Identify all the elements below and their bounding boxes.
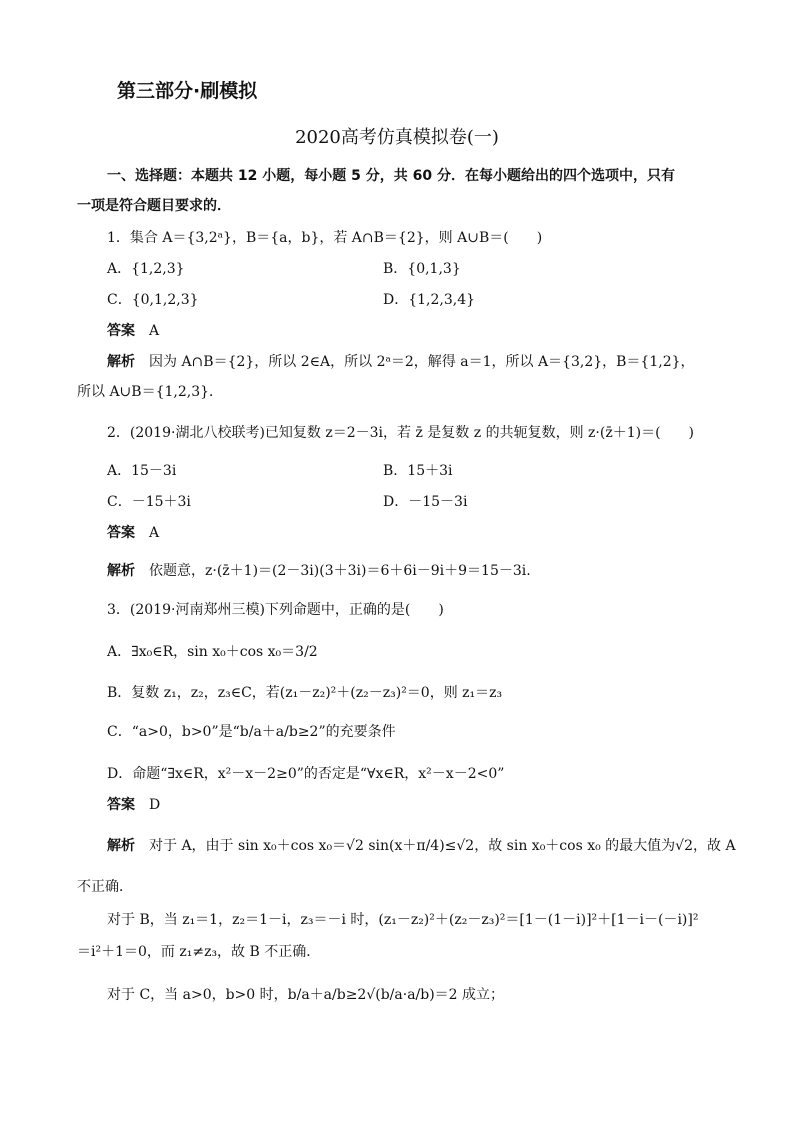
analysis-label: 解析	[107, 563, 135, 579]
q2-option-c: C．－15＋3i	[107, 494, 191, 510]
q3-analysis-a-2: 不正确．	[77, 879, 133, 895]
q1-option-c: C．{0,1,2,3}	[107, 292, 199, 308]
q3-analysis-b-1: 对于 B，当 z₁＝1，z₂＝1－i，z₃＝－i 时，(z₁－z₂)²＋(z₂－z₃)²＝[1－(1－i)]²＋[1－i－(－i)]²	[107, 912, 699, 928]
q3-option-b: B．复数 z₁，z₂，z₃∈C，若(z₁－z₂)²＋(z₂－z₃)²＝0，则 z₁＝z₃	[107, 685, 503, 701]
q1-analysis-row	[107, 352, 695, 372]
analysis-label: 解析	[107, 838, 135, 854]
q1-option-b: B．{0,1,3}	[383, 261, 461, 277]
q2-option-a: A．15－3i	[107, 463, 177, 479]
section-heading: 第三部分·刷模拟	[117, 80, 258, 102]
q2-analysis: 依题意，z·(z̄＋1)＝(2－3i)(3＋3i)＝6＋6i－9i＋9＝15－3i.	[149, 563, 531, 579]
instructions-line-1: 一、选择题：本题共 12 小题，每小题 5 分，共 60 分．在每小题给出的四个选项中，只有	[107, 168, 675, 184]
answer-label: 答案	[107, 525, 135, 541]
q2-stem: 2．(2019·湖北八校联考)已知复数 z＝2－3i，若 z̄ 是复数 z 的共轭复数，则 z·(z̄＋1)＝( )	[107, 425, 694, 441]
q3-analysis-a-1: 对于 A，由于 sin x₀＋cos x₀＝√2 sin(x＋π/4)≤√2，故 sin x₀＋cos x₀ 的最大值为√2，故 A	[149, 838, 736, 854]
q1-stem: 1．集合 A＝{3,2ᵃ}，B＝{a，b}，若 A∩B＝{2}，则 A∪B＝( )	[107, 230, 543, 246]
q1-option-a: A．{1,2,3}	[107, 261, 185, 277]
q1-analysis-1: 因为 A∩B＝{2}，所以 2∈A，所以 2ᵃ＝2，解得 a＝1，所以 A＝{3,2}，B＝{1,2}，	[149, 354, 695, 370]
q3-analysis-row	[107, 836, 736, 856]
q2-answer: A	[149, 525, 160, 541]
q3-analysis-b-2: ＝i²＋1＝0，而 z₁≠z₃，故 B 不正确．	[77, 944, 321, 960]
q2-analysis-row	[107, 561, 531, 581]
instructions-line-2: 一项是符合题目要求的．	[77, 198, 231, 214]
analysis-label: 解析	[107, 354, 135, 370]
q1-answer-row	[107, 321, 159, 341]
q3-answer-row	[107, 795, 160, 815]
q3-stem: 3．(2019·河南郑州三模)下列命题中，正确的是( )	[107, 602, 444, 618]
q3-analysis-c: 对于 C，当 a>0，b>0 时，b/a＋a/b≥2√(b/a·a/b)＝2 成立；	[107, 987, 505, 1003]
answer-label: 答案	[107, 797, 135, 813]
q1-analysis-2: 所以 A∪B＝{1,2,3}．	[77, 384, 224, 400]
q1-answer: A	[149, 323, 160, 339]
q1-option-d: D．{1,2,3,4}	[383, 292, 476, 308]
q3-answer: D	[149, 797, 161, 813]
q2-option-b: B．15＋3i	[383, 463, 453, 479]
q3-option-a: A．∃x₀∈R，sin x₀＋cos x₀＝3/2	[107, 644, 318, 660]
q3-option-c: C．“a>0，b>0”是“b/a＋a/b≥2”的充要条件	[107, 724, 396, 740]
q2-answer-row	[107, 523, 159, 543]
q3-option-d: D．命题“∃x∈R，x²－x－2≥0”的否定是“∀x∈R，x²－x－2<0”	[107, 766, 505, 782]
page-title: 2020高考仿真模拟卷(一)	[295, 127, 499, 148]
answer-label: 答案	[107, 323, 135, 339]
q2-option-d: D．－15－3i	[383, 494, 468, 510]
